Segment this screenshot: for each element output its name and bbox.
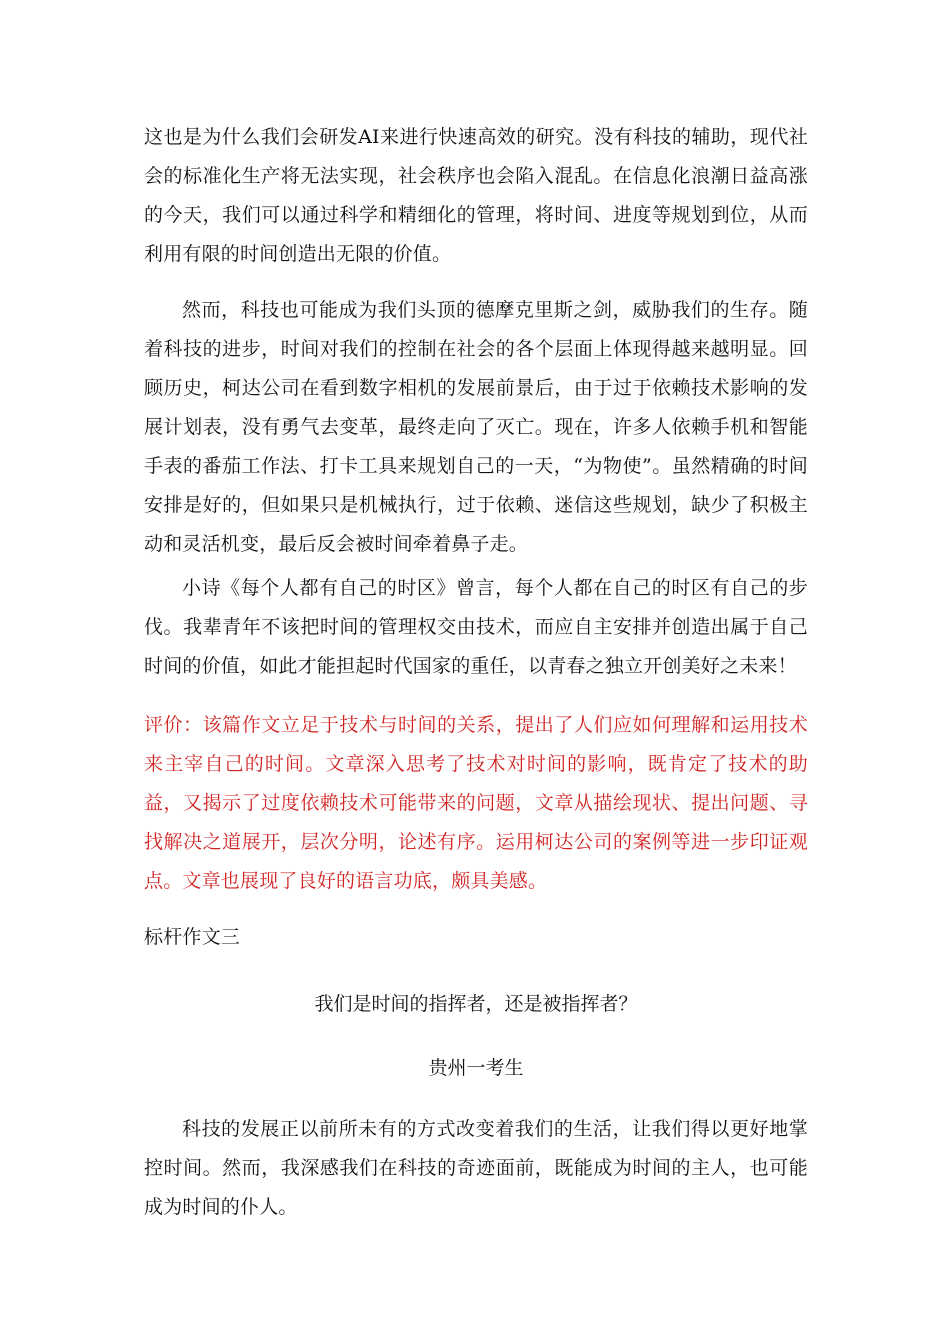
paragraph-time-zone-poem: 小诗《每个人都有自己的时区》曾言，每个人都在自己的时区有自己的步伐。我辈青年不该把时间的管理权交由技术，而应自主安排并创造出属于自己时间的价值，如此才能担起时代国家的重任，以青春之独立开创美好之未来！	[144, 577, 808, 677]
paragraph-evaluation-comment: 评价：该篇作文立足于技术与时间的关系，提出了人们应如何理解和运用技术来主宰自己的时间。文章深入思考了技术对时间的影响，既肯定了技术的助益，又揭示了过度依赖技术可能带来的问题，文章从描绘现状、提出问题、寻找解决之道展开，层次分明，论述有序。运用柯达公司的案例等进一步印证观点。文章也展现了良好的语言功底，颇具美感。	[144, 714, 808, 892]
paragraph-ai-research: 这也是为什么我们会研发AI来进行快速高效的研究。没有科技的辅助，现代社会的标准化生产将无法实现，社会秩序也会陷入混乱。在信息化浪潮日益高涨的今天，我们可以通过科学和精细化的管理，将时间、进度等规划到位，从而利用有限的时间创造出无限的价值。	[144, 126, 808, 265]
paragraph-essay-opening: 科技的发展正以前所未有的方式改变着我们的生活，让我们得以更好地掌控时间。然而，我深感我们在科技的奇迹面前，既能成为时间的主人，也可能成为时间的仆人。	[144, 1118, 808, 1218]
essay-author: 贵州一考生	[428, 1057, 524, 1079]
paragraph-damocles-sword: 然而，科技也可能成为我们头顶的德摩克里斯之剑，威胁我们的生存。随着科技的进步，时间对我们的控制在社会的各个层面上体现得越来越明显。回顾历史，柯达公司在看到数字相机的发展前景后，由于过于依赖技术影响的发展计划表，没有勇气去变革，最终走向了灭亡。现在，许多人依赖手机和智能手表的番茄工作法、打卡工具来规划自己的一天，“为物使”。虽然精确的时间安排是好的，但如果只是机械执行，过于依赖、迷信这些规划，缺少了积极主动和灵活机变，最后反会被时间牵着鼻子走。	[144, 299, 808, 555]
section-label: 标杆作文三	[144, 926, 241, 948]
essay-title: 我们是时间的指挥者，还是被指挥者？	[314, 993, 638, 1015]
